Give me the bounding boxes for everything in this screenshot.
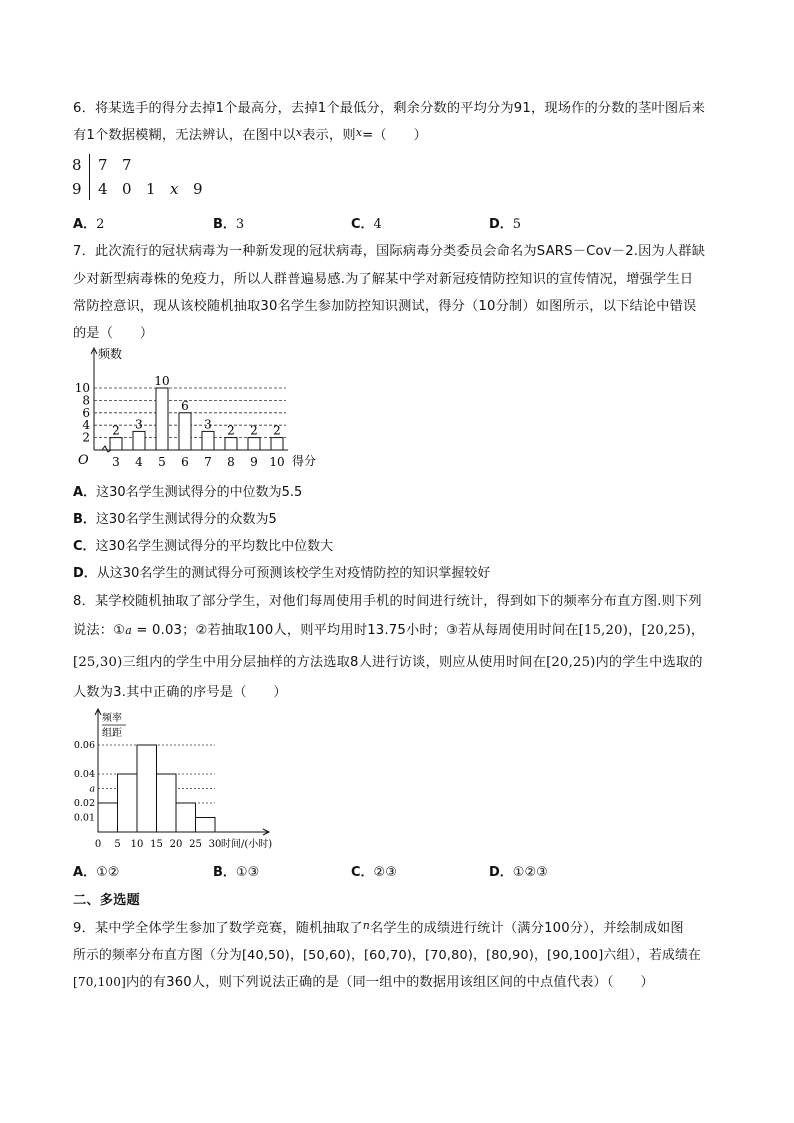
q7-text-line3: 常防控意识，现从该校随机抽取30名学生参加防控知识测试，得分（10分制）如图所示，以下结论中错误 [73,299,697,314]
x-tick-label: 8 [227,455,235,469]
y-tick-label: 0.06 [73,740,95,751]
y-tick-label: 0.02 [73,798,95,809]
q8-interval: [20,25) [546,655,596,670]
q8-option-d[interactable] [489,861,548,880]
option-text: 这30名学生测试得分的中位数为5.5 [96,485,303,500]
histogram-bar [157,774,177,832]
leaf-value: 9 [193,180,203,198]
option-text: ①② [96,865,120,880]
q8-text-part: 三组内的学生中用分层抽样的方法选取8人进行访谈，则应从使用时间在 [122,655,547,670]
q6-var-x: x [295,126,303,139]
q8-text-line1: 8．某学校随机抽取了部分学生，对他们每周使用手机的时间进行统计，得到如下的频率分布直方图.则下列 [73,594,702,609]
bar [133,431,145,450]
histogram-bar [176,803,196,832]
q8-var-a: a [125,624,132,637]
option-key: B． [213,217,236,232]
data-label: 2 [250,423,258,438]
y-tick-label: 4 [82,418,90,433]
option-key: A． [73,865,97,880]
x-tick-label: 30 [208,839,222,850]
x-axis-label: 得分 [292,454,317,468]
q8-text-line4: 人数为3.其中正确的序号是（ ） [73,685,287,700]
y-axis-label-bottom: 组距 [102,728,122,739]
q8-text-part: 内的学生中选取的 [595,655,703,670]
q7-option-a[interactable] [73,481,302,500]
x-tick-label: 20 [169,839,183,850]
stem-leaf-plot [72,152,232,204]
q6-var-x: x [355,126,363,139]
q6-text-line1: 6．将某选手的得分去掉1个最高分，去掉1个最低分，剩余分数的平均分为91，现场作的分数的茎叶图后来 [73,101,705,116]
x-tick-label: 15 [150,839,163,850]
y-tick-label: 0.04 [73,769,95,780]
y-tick-label: 10 [74,381,90,395]
option-key: C． [351,865,374,880]
leaf-value: 7 [122,156,132,174]
q6-text-part: 有1个数据模糊，无法辨认，在图中以 [73,128,296,143]
leaf-value: 4 [98,180,108,198]
leaf-value: 1 [146,180,156,198]
x-tick-label: 0 [94,839,102,850]
option-key: D． [73,566,97,581]
q7-option-d[interactable] [73,562,490,581]
q9-text-part: 内的有360人，则下列说法正确的是（同一组中的数据用该组区间的中点值代表）（ ） [125,975,654,990]
section-title: 二、多选题 [73,893,140,908]
q7-text-line2: 少对新型病毒株的免疫力，所以人群普遍易感.为了解某中学对新冠疫情防控知识的宣传情况，增强学生日 [73,272,694,287]
q9-text-part: 9．某中学全体学生参加了数学竞赛，随机抽取了 [73,921,363,936]
x-tick-label: 10 [130,839,144,850]
bar [202,431,214,450]
data-label: 3 [204,417,212,432]
x-tick-label: 3 [112,455,120,469]
bar [179,413,191,450]
option-text: ②③ [373,865,397,880]
q6-text-part: =（ ） [362,128,427,143]
q6-option-c[interactable] [351,213,382,232]
data-label: 2 [112,423,120,438]
q9-text-part: 名学生的成绩进行统计（满分100分），并绘制成如图 [370,921,684,936]
q6-option-a[interactable] [73,213,104,232]
q9-text-line3 [73,971,654,990]
y-axis-label-top: 频率 [102,713,122,724]
q7-option-c[interactable] [73,535,333,554]
option-key: B． [73,512,96,527]
data-label: 10 [154,374,170,388]
option-text: 这30名学生测试得分的众数为5 [95,512,277,527]
y-axis-label: 频数 [98,347,123,361]
q7-text-line4: 的是（ ） [73,326,154,341]
histogram-bar [196,818,216,833]
x-tick-label: 25 [189,839,202,850]
y-tick-label: 6 [82,405,90,420]
x-tick-label: 6 [181,455,189,469]
bar [110,438,122,450]
histogram-bar [137,745,157,832]
y-tick-label: a [89,783,95,795]
x-axis-label: 时间/(小时) [221,839,273,850]
origin-label: O [78,453,89,468]
q6-text-line2 [73,124,427,143]
stem-divider [89,154,90,200]
q8-interval: [25,30) [73,655,123,670]
y-tick-label: 2 [82,430,90,445]
x-tick-label: 4 [135,455,143,469]
q9-text-line2: 所示的频率分布直方图（分为[40,50)，[50,60)，[60,70)，[70,80)，[80,90)，[90,100]六组），若成绩在 [73,948,701,963]
q9-text-line1 [73,917,684,936]
y-tick-label: 8 [82,393,90,408]
leaf-value: 7 [98,156,108,174]
q9-interval: [70,100] [73,975,126,989]
q6-option-b[interactable] [213,213,244,232]
data-label: 2 [273,423,281,438]
option-text: 4 [373,217,382,232]
data-label: 6 [181,398,189,413]
q8-text-part: = 0.03；②若抽取100人，则平均用时13.75小时；③若从每周使用时间在 [131,623,579,638]
option-text: 3 [235,217,245,232]
stem-value: 9 [72,180,82,198]
x-tick-label: 10 [269,455,285,469]
option-text: 从这30名学生的测试得分可预测该校学生对疫情防控的知识掌握较好 [96,566,491,581]
q9-var-n: n [362,919,371,932]
stem-value: 8 [72,156,82,174]
data-label: 3 [135,417,143,432]
option-key: C． [73,539,96,554]
option-text: ①③ [235,865,260,880]
histogram-bar [118,774,138,832]
leaf-value: x [170,180,179,198]
q8-text-line3 [73,651,703,670]
option-text: 5 [512,217,522,232]
option-key: D． [489,865,513,880]
x-tick-label: 5 [158,455,166,469]
q8-option-c[interactable] [351,861,397,880]
q8-option-b[interactable] [213,861,259,880]
q8-option-a[interactable] [73,861,119,880]
q8-intervals: [15,20)，[20,25)， [578,623,705,638]
q6-text-part: 表示，则 [302,128,356,143]
x-tick-label: 9 [250,455,258,469]
q8-text-line2 [73,619,704,638]
bar [248,438,260,450]
y-tick-label: 0.01 [73,812,95,824]
bar [271,438,283,450]
option-key: B． [213,865,236,880]
q7-option-b[interactable] [73,508,277,527]
histogram-bar [98,803,118,832]
option-key: D． [489,217,513,232]
score-frequency-chart [72,344,332,472]
option-key: A． [73,485,97,500]
usage-histogram [72,706,297,854]
data-label: 2 [227,423,235,438]
q8-text-part: 说法：① [73,623,126,638]
leaf-value: 0 [122,180,132,198]
bar [156,388,168,450]
option-key: C． [351,217,374,232]
bar [225,438,237,450]
q7-text-line1: 7．此次流行的冠状病毒为一种新发现的冠状病毒，国际病毒分类委员会命名为SARS－Cov－2.因为人群缺 [73,244,706,259]
x-tick-label: 7 [204,455,212,469]
x-tick-label: 5 [114,839,121,850]
option-text: ①②③ [512,865,548,880]
q6-option-d[interactable] [489,213,521,232]
option-text: 2 [96,217,105,232]
option-text: 这30名学生测试得分的平均数比中位数大 [95,539,334,554]
option-key: A． [73,217,97,232]
